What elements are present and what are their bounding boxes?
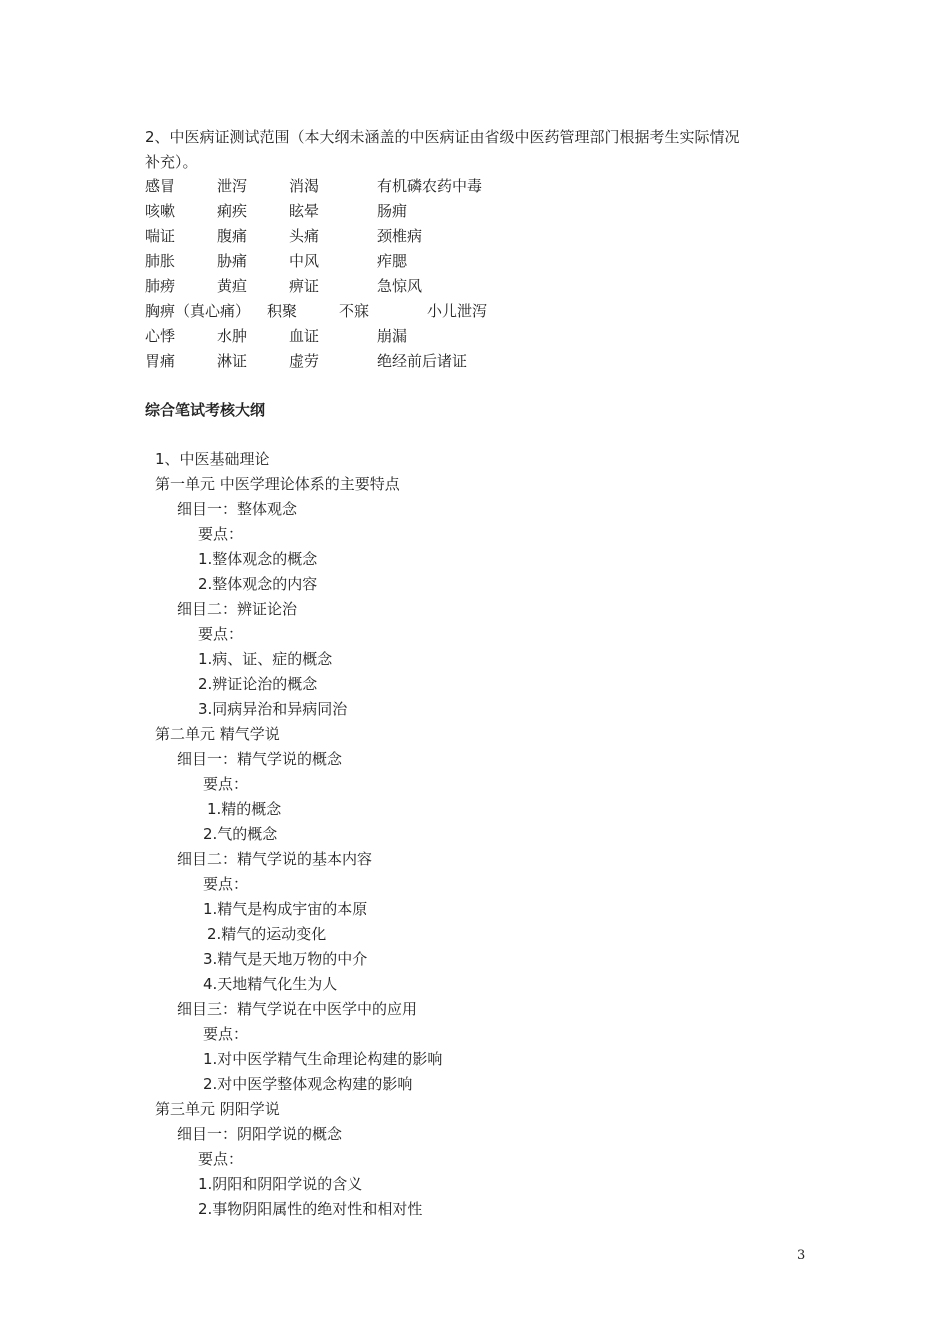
outline-item: 2.精气的运动变化 bbox=[207, 925, 327, 943]
disease-row bbox=[145, 349, 537, 374]
disease-cell: 心悸 bbox=[145, 327, 176, 345]
outline-item: 细目一：精气学说的概念 bbox=[177, 750, 343, 768]
outline-item: 4.天地精气化生为人 bbox=[203, 975, 338, 993]
outline-item: 1.病、证、症的概念 bbox=[198, 650, 333, 668]
disease-cell: 崩漏 bbox=[377, 327, 408, 345]
outline-item: 要点： bbox=[198, 525, 244, 543]
disease-cell: 血证 bbox=[289, 327, 320, 345]
disease-row bbox=[145, 274, 537, 299]
outline-item: 3.同病异治和异病同治 bbox=[198, 700, 348, 718]
outline-item: 1.精的概念 bbox=[207, 800, 282, 818]
disease-cell: 感冒 bbox=[145, 177, 176, 195]
disease-cell: 黄疸 bbox=[217, 277, 248, 295]
disease-cell: 急惊风 bbox=[377, 277, 423, 295]
outline-item: 第一单元 中医学理论体系的主要特点 bbox=[155, 475, 400, 493]
outline-item: 要点： bbox=[198, 1150, 244, 1168]
disease-cell: 消渴 bbox=[289, 177, 320, 195]
disease-cell: 痄腮 bbox=[377, 252, 408, 270]
disease-row bbox=[145, 224, 537, 249]
outline-item: 要点： bbox=[203, 875, 249, 893]
disease-cell: 有机磷农药中毒 bbox=[377, 177, 483, 195]
outline-item: 3.精气是天地万物的中介 bbox=[203, 950, 368, 968]
disease-list-table-rest bbox=[145, 324, 537, 374]
outline-item: 细目一：阴阳学说的概念 bbox=[177, 1125, 343, 1143]
disease-cell: 积聚 bbox=[267, 302, 298, 320]
disease-cell: 胃痛 bbox=[145, 352, 176, 370]
outline-item: 1、中医基础理论 bbox=[155, 450, 270, 468]
disease-cell: 咳嗽 bbox=[145, 202, 176, 220]
outline-item: 2.气的概念 bbox=[203, 825, 278, 843]
outline-item: 细目二：辨证论治 bbox=[177, 600, 298, 618]
outline-item: 要点： bbox=[203, 775, 249, 793]
disease-cell: 中风 bbox=[289, 252, 320, 270]
disease-list-table bbox=[145, 174, 537, 299]
outline-item: 细目二：精气学说的基本内容 bbox=[177, 850, 373, 868]
outline-item: 2.整体观念的内容 bbox=[198, 575, 318, 593]
disease-cell: 虚劳 bbox=[289, 352, 320, 370]
disease-row bbox=[145, 199, 537, 224]
outline-item: 1.阴阳和阴阳学说的含义 bbox=[198, 1175, 363, 1193]
outline-item: 要点： bbox=[203, 1025, 249, 1043]
outline-item: 要点： bbox=[198, 625, 244, 643]
outline-item: 2.辨证论治的概念 bbox=[198, 675, 318, 693]
disease-row bbox=[145, 299, 587, 324]
outline-item: 细目三：精气学说在中医学中的应用 bbox=[177, 1000, 418, 1018]
disease-cell: 水肿 bbox=[217, 327, 248, 345]
outline-item: 第三单元 阴阳学说 bbox=[155, 1100, 280, 1118]
outline-item: 1.整体观念的概念 bbox=[198, 550, 318, 568]
disease-cell: 肺痨 bbox=[145, 277, 176, 295]
disease-cell: 喘证 bbox=[145, 227, 176, 245]
disease-row bbox=[145, 174, 537, 199]
disease-cell: 肠痈 bbox=[377, 202, 408, 220]
disease-cell: 胸痹（真心痛） bbox=[145, 302, 251, 320]
disease-list-table-row6 bbox=[145, 299, 587, 324]
disease-cell: 不寐 bbox=[339, 302, 370, 320]
intro-line-2: 补充）。 bbox=[145, 153, 198, 171]
outline-item: 1.对中医学精气生命理论构建的影响 bbox=[203, 1050, 443, 1068]
disease-cell: 淋证 bbox=[217, 352, 248, 370]
disease-row bbox=[145, 249, 537, 274]
outline-item: 1.精气是构成宇宙的本原 bbox=[203, 900, 368, 918]
intro-line-1: 2、中医病证测试范围（本大纲未涵盖的中医病证由省级中医药管理部门根据考生实际情况 bbox=[145, 128, 740, 146]
disease-cell: 小儿泄泻 bbox=[427, 302, 488, 320]
disease-cell: 颈椎病 bbox=[377, 227, 423, 245]
disease-cell: 痢疾 bbox=[217, 202, 248, 220]
disease-cell: 头痛 bbox=[289, 227, 320, 245]
disease-cell: 胁痛 bbox=[217, 252, 248, 270]
disease-row bbox=[145, 324, 537, 349]
section-heading: 综合笔试考核大纲 bbox=[145, 401, 266, 419]
disease-cell: 泄泻 bbox=[217, 177, 248, 195]
disease-cell: 眩晕 bbox=[289, 202, 320, 220]
outline-item: 2.对中医学整体观念构建的影响 bbox=[203, 1075, 413, 1093]
disease-cell: 肺胀 bbox=[145, 252, 176, 270]
disease-cell: 痹证 bbox=[289, 277, 320, 295]
outline-item: 细目一：整体观念 bbox=[177, 500, 298, 518]
outline-item: 2.事物阴阳属性的绝对性和相对性 bbox=[198, 1200, 423, 1218]
outline-item: 第二单元 精气学说 bbox=[155, 725, 280, 743]
disease-cell: 绝经前后诸证 bbox=[377, 352, 468, 370]
page-number: 3 bbox=[797, 1248, 806, 1263]
disease-cell: 腹痛 bbox=[217, 227, 248, 245]
